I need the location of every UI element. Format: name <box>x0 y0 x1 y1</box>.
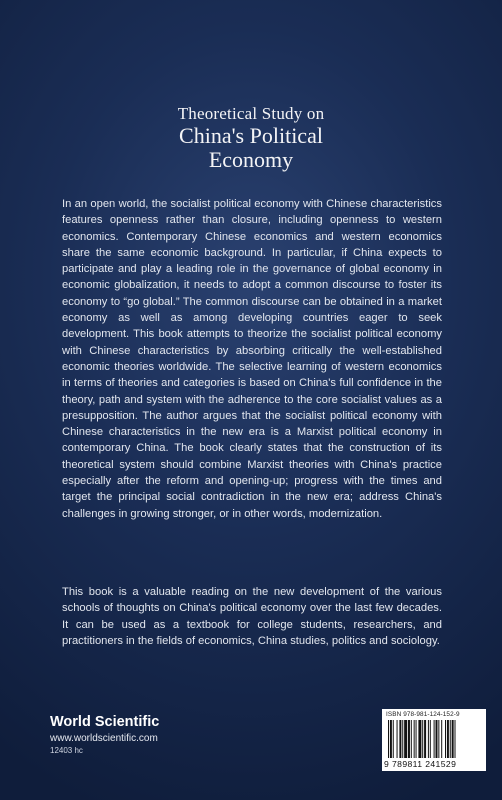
barcode-icon <box>388 720 480 758</box>
isbn-label: ISBN 978-981-124-152-9 <box>386 711 460 718</box>
publisher-url: www.worldscientific.com <box>50 733 158 744</box>
blurb-paragraph-2: This book is a valuable reading on the new development of the various schools of thoughts on China's political economy over the last few decades. It can be used as a textbook for college students, researchers, and practitioners in the fields of economics, China studies, politics and sociology. <box>62 586 442 647</box>
barcode-digits: 9 789811 241529 <box>384 759 457 769</box>
blurb-paragraph-1: In an open world, the socialist political economy with Chinese characteristics features openness rather than closure, including openness to western economics. Contemporary Chinese economics and western economics share the same economic background. In particular, if China expects to participate and play a leading role in the governance of global economy in economic globalization, it needs to adopt a common discourse to foster its economy to “go global.” The common discourse can be obtained in a market economy as well as among developing countries eager to seek development. This book attempts to theorize the socialist political economy with Chinese characteristics by absorbing critically the well-established economic theories worldwide. The selective learning of western economics in terms of theories and categories is based on China's full confidence in the theory, path and system with the adherence to the core socialist values as a presupposition. The author argues that the socialist political economy with Chinese characteristics in the new era is a Marxist political economy in contemporary China. The book clearly states that the construction of its theoretical system should combine Marxist theories with China's practice especially after the reform and opening-up; progress with the times and target the principal social contradiction in the new era; address China's challenges in growing stronger, or in other words, modernization. <box>62 198 442 520</box>
publisher-name: World Scientific <box>50 714 160 730</box>
title-line-2: China's Political <box>179 123 323 148</box>
publisher-block <box>50 714 159 756</box>
product-code: 12403 hc <box>50 746 83 755</box>
title-line-1: Theoretical Study on <box>177 104 325 123</box>
book-title <box>0 104 502 172</box>
isbn-barcode <box>382 709 486 771</box>
title-line-3: Economy <box>208 147 294 172</box>
